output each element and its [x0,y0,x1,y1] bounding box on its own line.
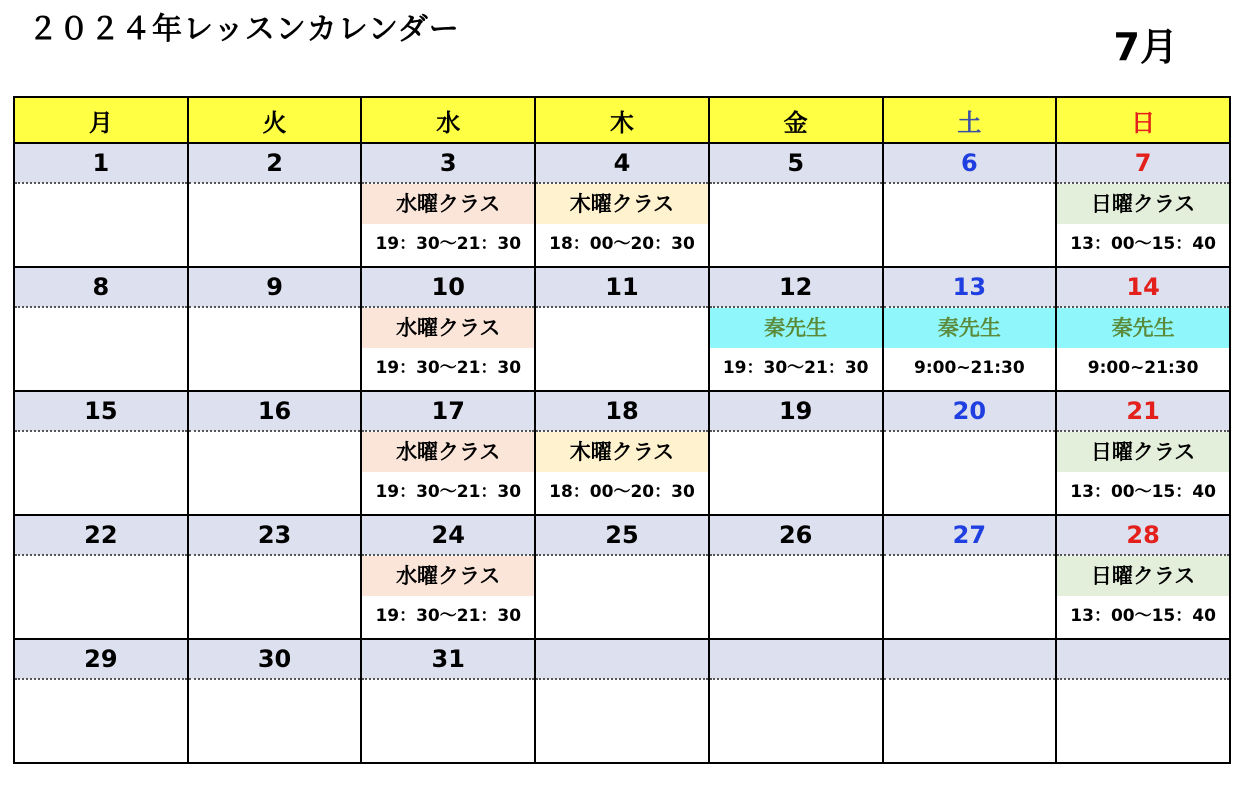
date-row [14,639,1230,679]
date-number: 16 [188,391,362,431]
event-time: 19：30〜21：30 [375,606,522,626]
event-cell [361,555,535,639]
event-cell [883,431,1057,515]
weekday-thu: 木 [535,97,709,143]
event-cell [188,307,362,391]
event-cell [1056,183,1230,267]
event-cell [14,679,188,763]
month-label: 7月 [1113,25,1178,69]
event-name: 水曜クラス [362,432,534,472]
event-cell [709,307,883,391]
event-cell [14,555,188,639]
event-name: 木曜クラス [536,184,708,224]
weekday-sun: 日 [1056,97,1230,143]
event-cell [1056,307,1230,391]
event-cell [188,555,362,639]
event-cell [361,183,535,267]
event-cell [709,431,883,515]
event-cell [883,679,1057,763]
event-name: 秦先生 [884,308,1056,348]
date-number: 18 [535,391,709,431]
date-number: 27 [883,515,1057,555]
date-number: 10 [361,267,535,307]
date-number: 19 [709,391,883,431]
date-number: 5 [709,143,883,183]
date-number: 12 [709,267,883,307]
date-number: 9 [188,267,362,307]
event-cell [361,431,535,515]
event-cell [14,307,188,391]
event-cell [535,555,709,639]
event-name: 日曜クラス [1057,556,1229,596]
weekday-wed: 水 [361,97,535,143]
date-number: 20 [883,391,1057,431]
event-time: 18：00〜20：30 [549,234,695,254]
calendar-grid [13,96,1231,764]
date-number: 4 [535,143,709,183]
date-number: 2 [188,143,362,183]
event-cell [535,431,709,515]
date-number: 21 [1056,391,1230,431]
event-cell [188,431,362,515]
date-number: 25 [535,515,709,555]
date-number [709,639,883,679]
event-time: 13：00〜15：40 [1070,482,1216,502]
event-cell [188,183,362,267]
event-name: 木曜クラス [536,432,708,472]
event-row [14,183,1230,267]
date-number [1056,639,1230,679]
event-cell [14,431,188,515]
event-cell [188,679,362,763]
event-time: 9:00~21:30 [914,358,1025,378]
event-time: 13：00〜15：40 [1070,234,1216,254]
weekday-header-row [14,97,1230,143]
date-number: 22 [14,515,188,555]
weekday-tue: 火 [188,97,362,143]
date-number [535,639,709,679]
event-cell [1056,555,1230,639]
event-name: 水曜クラス [362,308,534,348]
event-cell [535,679,709,763]
date-number: 17 [361,391,535,431]
date-row [14,391,1230,431]
event-cell [535,307,709,391]
event-cell [883,307,1057,391]
event-cell [361,307,535,391]
weekday-mon: 月 [14,97,188,143]
date-number: 11 [535,267,709,307]
calendar-title: ２０２４年レッスンカレンダー [28,12,460,47]
event-time: 13：00〜15：40 [1070,606,1216,626]
date-number: 15 [14,391,188,431]
event-row [14,555,1230,639]
date-number: 28 [1056,515,1230,555]
date-row [14,143,1230,183]
event-cell [14,183,188,267]
event-name: 秦先生 [1057,308,1229,348]
date-number: 31 [361,639,535,679]
date-number: 3 [361,143,535,183]
weekday-sat: 土 [883,97,1057,143]
date-number: 23 [188,515,362,555]
date-number [883,639,1057,679]
date-number: 1 [14,143,188,183]
event-name: 水曜クラス [362,184,534,224]
event-cell [535,183,709,267]
date-number: 6 [883,143,1057,183]
event-name: 日曜クラス [1057,184,1229,224]
date-row [14,515,1230,555]
date-number: 29 [14,639,188,679]
event-time: 19：30〜21：30 [722,358,869,378]
event-cell [883,183,1057,267]
event-cell [709,183,883,267]
event-name: 日曜クラス [1057,432,1229,472]
date-row [14,267,1230,307]
date-number: 13 [883,267,1057,307]
event-time: 9:00~21:30 [1087,358,1199,378]
event-time: 19：30〜21：30 [375,234,522,254]
date-number: 8 [14,267,188,307]
event-name: 秦先生 [710,308,882,348]
date-number: 26 [709,515,883,555]
event-row [14,679,1230,763]
event-time: 18：00〜20：30 [549,482,695,502]
weekday-fri: 金 [709,97,883,143]
event-name: 水曜クラス [362,556,534,596]
event-time: 19：30〜21：30 [375,358,522,378]
date-number: 30 [188,639,362,679]
event-row [14,431,1230,515]
event-cell [1056,679,1230,763]
event-row [14,307,1230,391]
event-cell [361,679,535,763]
event-time: 19：30〜21：30 [375,482,522,502]
date-number: 24 [361,515,535,555]
event-cell [709,679,883,763]
event-cell [1056,431,1230,515]
event-cell [709,555,883,639]
date-number: 14 [1056,267,1230,307]
date-number: 7 [1056,143,1230,183]
event-cell [883,555,1057,639]
